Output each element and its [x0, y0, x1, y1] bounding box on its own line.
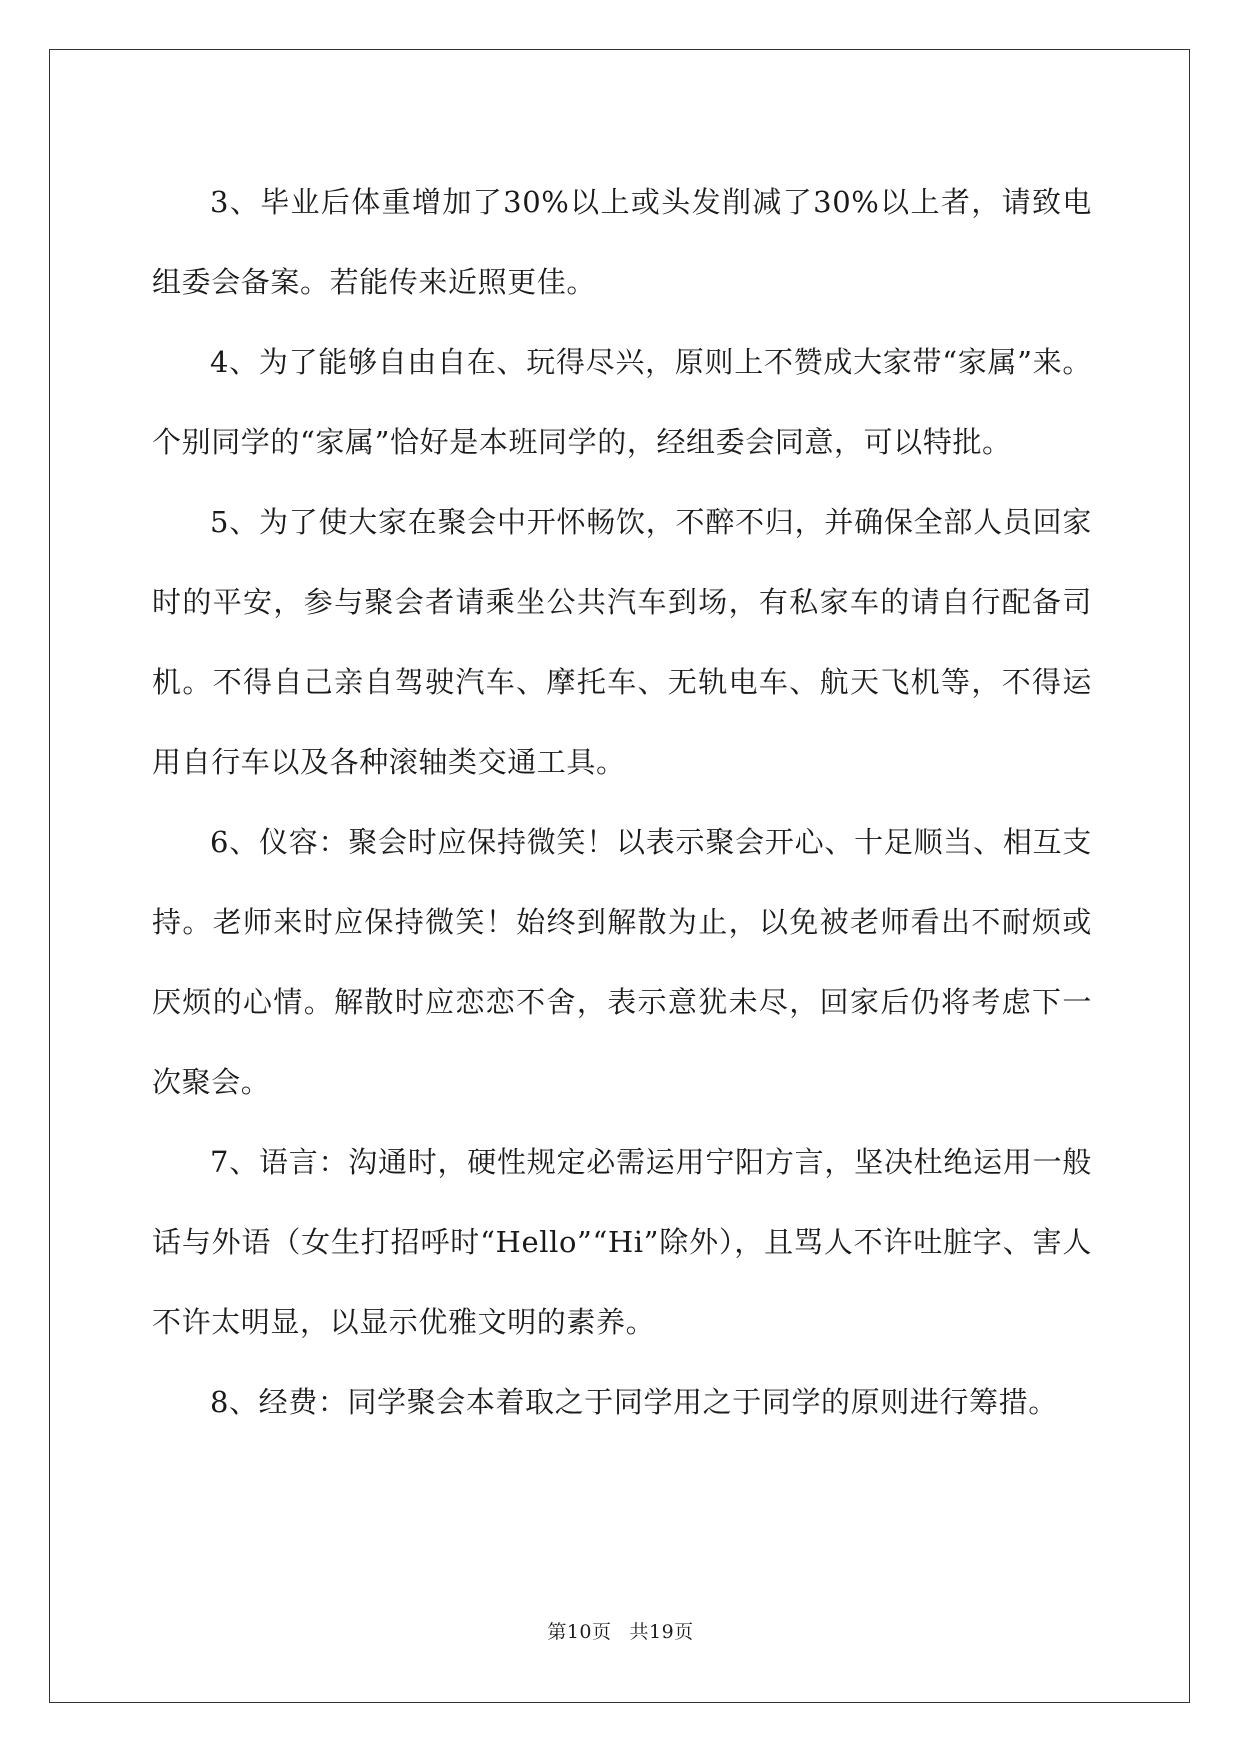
document-body [152, 162, 1092, 1442]
paragraph-7: 7、语言：沟通时，硬性规定必需运用宁阳方言，坚决杜绝运用一般话与外语（女生打招呼时“Hello”“Hi”除外），且骂人不许吐脏字、害人不许太明显，以显示优雅文明的素养。 [152, 1145, 1092, 1339]
paragraph-8: 8、经费：同学聚会本着取之于同学用之于同学的原则进行筹措。 [210, 1385, 1058, 1419]
page-number: 第10页 [547, 1621, 612, 1643]
paragraph-6: 6、仪容：聚会时应保持微笑！以表示聚会开心、十足顺当、相互支持。老师来时应保持微笑！始终到解散为止，以免被老师看出不耐烦或厌烦的心情。解散时应恋恋不舍，表示意犹未尽，回家后仍将考虑下一次聚会。 [152, 825, 1092, 1099]
page-total: 共19页 [629, 1621, 694, 1643]
paragraph-3: 3、毕业后体重增加了30%以上或头发削减了30%以上者，请致电组委会备案。若能传来近照更佳。 [152, 185, 1092, 299]
page-footer [0, 1617, 1241, 1644]
paragraph-4: 4、为了能够自由自在、玩得尽兴，原则上不赞成大家带“家属”来。个别同学的“家属”恰好是本班同学的，经组委会同意，可以特批。 [152, 345, 1092, 459]
paragraph-5: 5、为了使大家在聚会中开怀畅饮，不醉不归，并确保全部人员回家时的平安，参与聚会者请乘坐公共汽车到场，有私家车的请自行配备司机。不得自己亲自驾驶汽车、摩托车、无轨电车、航天飞机等，不得运用自行车以及各种滚轴类交通工具。 [152, 505, 1092, 779]
